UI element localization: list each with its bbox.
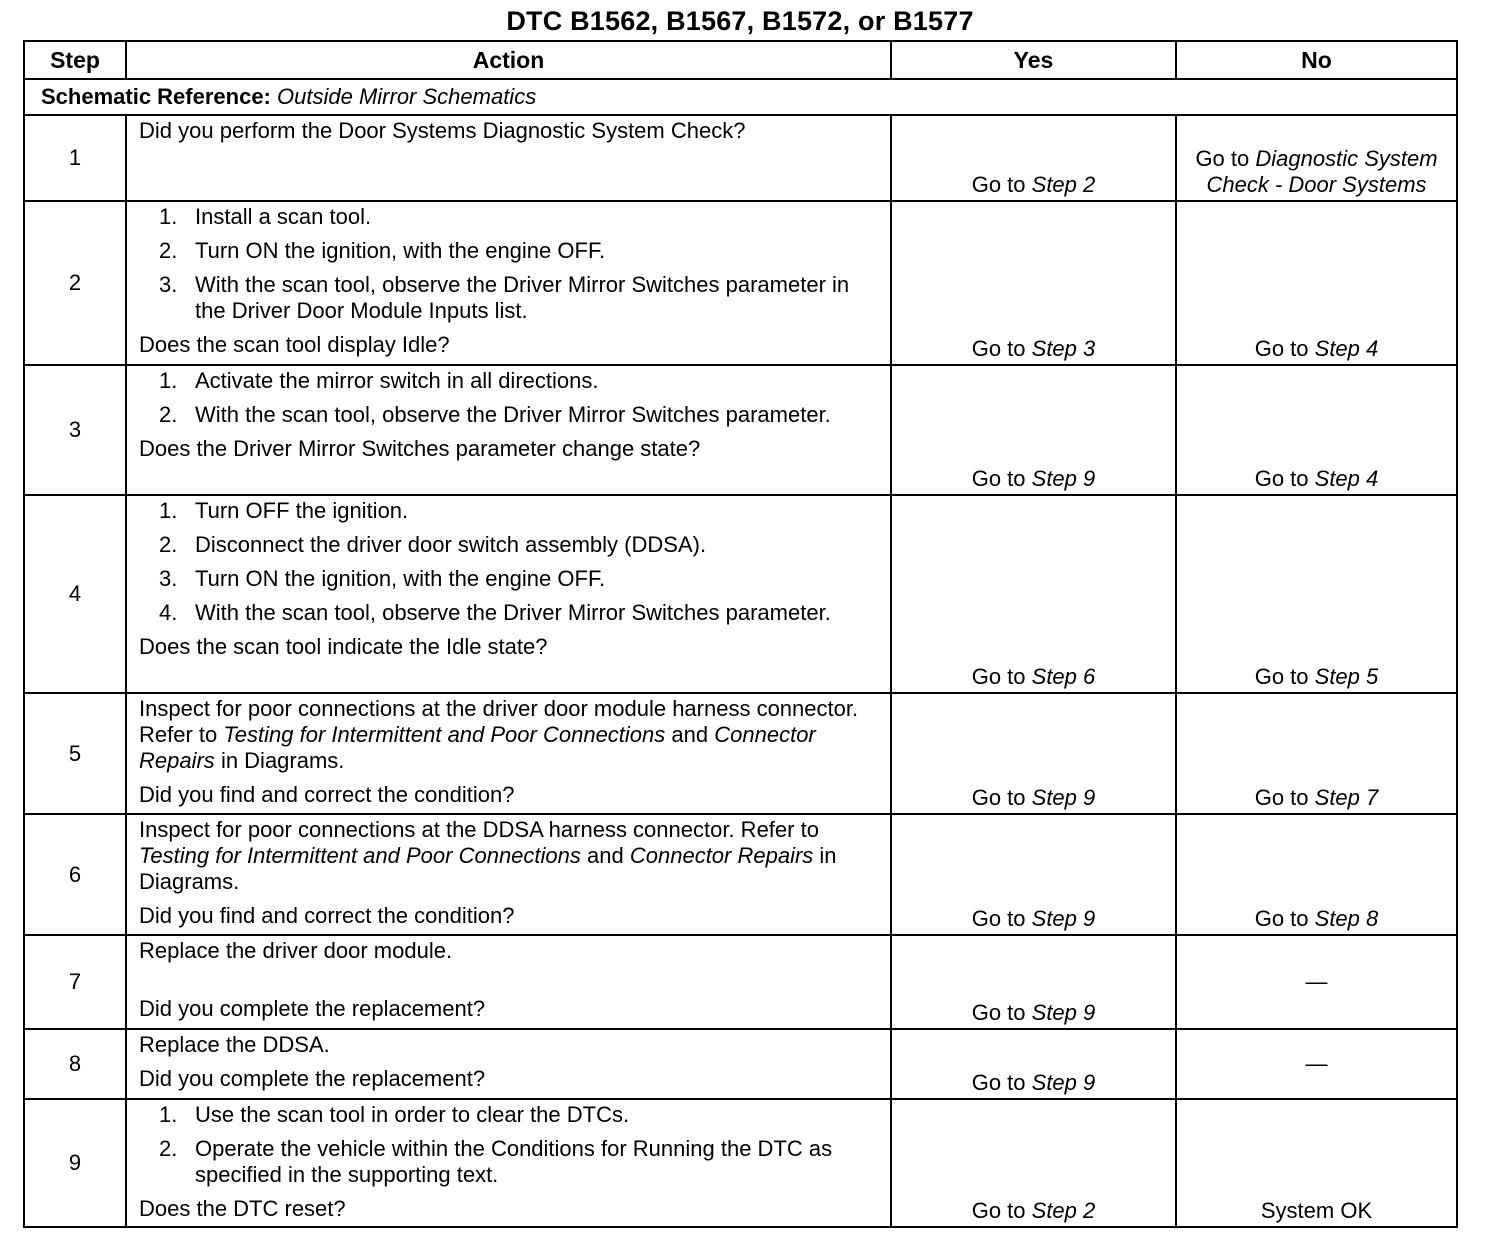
no-cell[interactable]: Go to Step 4 — [1176, 365, 1457, 495]
diagnostic-table — [23, 40, 1458, 1228]
list-item: 2. Operate the vehicle within the Conditions for Running the DTC as specified in the supporting text. — [159, 1136, 833, 1187]
header-step: Step — [24, 41, 126, 79]
testing-intermittent-link[interactable]: Testing for Intermittent and Poor Connections — [223, 722, 666, 747]
yes-cell[interactable]: Go to Step 3 — [891, 201, 1176, 365]
action-cell — [126, 1029, 891, 1099]
action-question: Does the Driver Mirror Switches parameter change state? — [139, 436, 701, 461]
list-item: 1. Install a scan tool. — [159, 204, 372, 229]
action-question: Does the scan tool display Idle? — [139, 332, 450, 357]
action-question: Did you find and correct the condition? — [139, 782, 515, 807]
no-cell[interactable]: Go to Step 8 — [1176, 814, 1457, 935]
action-cell — [126, 115, 891, 201]
action-cell — [126, 814, 891, 935]
action-list — [139, 368, 878, 428]
step-number: 3 — [24, 365, 126, 495]
diagnostic-system-check-link[interactable]: Diagnostic System Check - Door Systems — [1206, 146, 1438, 197]
yes-cell[interactable]: Go to Step 9 — [891, 1029, 1176, 1099]
schematic-reference — [24, 79, 1457, 115]
connector-repairs-link[interactable]: Connector Repairs — [139, 722, 816, 773]
action-cell — [126, 201, 891, 365]
dash: — — [1305, 1051, 1328, 1076]
yes-cell[interactable]: Go to Step 9 — [891, 365, 1176, 495]
step-number: 5 — [24, 693, 126, 814]
list-item: 1. Use the scan tool in order to clear the DTCs. — [159, 1102, 630, 1127]
yes-cell[interactable]: Go to Step 2 — [891, 1099, 1176, 1227]
action-question: Does the scan tool indicate the Idle state? — [139, 634, 548, 659]
action-question: Did you complete the replacement? — [139, 996, 486, 1021]
action-list — [139, 204, 878, 324]
testing-intermittent-link[interactable]: Testing for Intermittent and Poor Connections — [139, 843, 581, 868]
header-row — [24, 41, 1457, 79]
list-item: 3. With the scan tool, observe the Driver Mirror Switches parameter in the Driver Door Module Inputs list. — [159, 272, 850, 323]
connector-repairs-link[interactable]: Connector Repairs — [629, 843, 814, 868]
action-question: Did you find and correct the condition? — [139, 903, 515, 928]
no-cell[interactable]: Go to Step 7 — [1176, 693, 1457, 814]
table-row — [24, 935, 1457, 1029]
no-cell[interactable]: Go to Step 5 — [1176, 495, 1457, 693]
step-number: 2 — [24, 201, 126, 365]
action-list — [139, 1102, 878, 1188]
action-cell — [126, 365, 891, 495]
yes-cell[interactable]: Go to Step 2 — [891, 115, 1176, 201]
action-question: Does the DTC reset? — [139, 1196, 346, 1221]
list-item: 3. Turn ON the ignition, with the engine OFF. — [159, 566, 606, 591]
yes-cell[interactable]: Go to Step 9 — [891, 935, 1176, 1029]
yes-cell[interactable]: Go to Step 9 — [891, 693, 1176, 814]
step-number: 1 — [24, 115, 126, 201]
header-action: Action — [126, 41, 891, 79]
action-question: Did you perform the Door Systems Diagnostic System Check? — [139, 118, 746, 143]
schematic-label: Schematic Reference: — [41, 84, 271, 109]
list-item: 2. With the scan tool, observe the Driver Mirror Switches parameter. — [159, 402, 831, 427]
no-cell — [1176, 1029, 1457, 1099]
yes-cell[interactable]: Go to Step 9 — [891, 814, 1176, 935]
schematic-link[interactable]: Outside Mirror Schematics — [277, 84, 537, 109]
step-number: 9 — [24, 1099, 126, 1227]
table-row — [24, 365, 1457, 495]
no-cell — [1176, 1099, 1457, 1227]
table-row — [24, 693, 1457, 814]
step-number: 4 — [24, 495, 126, 693]
table-row — [24, 201, 1457, 365]
table-row — [24, 1099, 1457, 1227]
no-cell[interactable]: Go to Diagnostic System Check - Door Systems — [1176, 115, 1457, 201]
step-number: 8 — [24, 1029, 126, 1099]
action-question: Did you complete the replacement? — [139, 1066, 486, 1091]
list-item: 1. Activate the mirror switch in all directions. — [159, 368, 599, 393]
table-row — [24, 814, 1457, 935]
action-text: Replace the DDSA. — [139, 1032, 330, 1057]
page-title: DTC B1562, B1567, B1572, or B1577 — [506, 6, 974, 36]
dash: — — [1305, 969, 1328, 994]
table-row — [24, 495, 1457, 693]
system-ok-text: System OK — [1260, 1198, 1373, 1223]
list-item: 1. Turn OFF the ignition. — [159, 498, 409, 523]
table-row — [24, 115, 1457, 201]
list-item: 4. With the scan tool, observe the Driver Mirror Switches parameter. — [159, 600, 831, 625]
action-paragraph: Inspect for poor connections at the driver door module harness connector. Refer to Testing for Intermittent and Poor Connections and Connector Repairs in Diagrams. — [139, 696, 859, 773]
no-cell[interactable]: Go to Step 4 — [1176, 201, 1457, 365]
header-yes: Yes — [891, 41, 1176, 79]
action-list — [139, 498, 878, 626]
action-cell — [126, 1099, 891, 1227]
action-cell — [126, 495, 891, 693]
step-number: 7 — [24, 935, 126, 1029]
schematic-row — [24, 79, 1457, 115]
header-no: No — [1176, 41, 1457, 79]
list-item: 2. Disconnect the driver door switch assembly (DDSA). — [159, 532, 707, 557]
list-item: 2. Turn ON the ignition, with the engine OFF. — [159, 238, 606, 263]
action-text: Replace the driver door module. — [139, 938, 453, 963]
action-paragraph: Inspect for poor connections at the DDSA harness connector. Refer to Testing for Intermittent and Poor Connections and Connector Repairs in Diagrams. — [139, 817, 837, 894]
action-cell — [126, 693, 891, 814]
step-number: 6 — [24, 814, 126, 935]
table-row — [24, 1029, 1457, 1099]
action-cell — [126, 935, 891, 1029]
no-cell — [1176, 935, 1457, 1029]
yes-cell[interactable]: Go to Step 6 — [891, 495, 1176, 693]
